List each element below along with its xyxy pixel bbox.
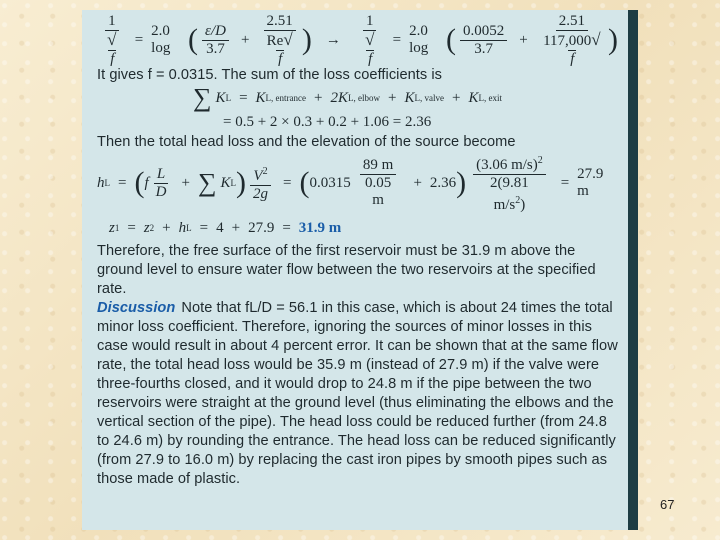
hl-equals-3: = <box>560 174 570 191</box>
sqrt-icon: √ <box>107 29 117 49</box>
eq1-term1-numerator: ε/D <box>202 23 229 41</box>
sum-plus-1: + <box>314 89 323 106</box>
eq1-right-term1-denominator: 3.7 <box>474 40 493 57</box>
k-entrance-sub: L, entrance <box>265 93 307 103</box>
hl-k: K <box>220 174 231 191</box>
open-paren-icon: ( <box>188 23 199 56</box>
eq1-left-denominator <box>101 31 123 68</box>
close-paren-icon: ) <box>456 166 467 199</box>
hl-2g: 2g <box>253 186 269 202</box>
eq1-right-coefficient: 2.0 log <box>409 23 429 56</box>
gives-friction-factor-line: It gives f = 0.0315. The sum of the loss coefficients is <box>97 67 442 83</box>
z-hl: h <box>178 219 187 236</box>
panel-edge-bar <box>628 10 638 530</box>
k-exit-sub: L, exit <box>478 93 502 103</box>
hl-l-over-d <box>153 166 170 201</box>
hl-vden: 2(9.81 m/s <box>490 175 529 213</box>
loss-coefficient-numeric <box>223 111 618 133</box>
open-paren-icon: ( <box>299 166 310 199</box>
page-number: 67 <box>660 497 675 512</box>
open-paren-icon: ( <box>134 166 145 199</box>
k-entrance: K <box>255 89 266 106</box>
hl-sum-k-value: 2.36 <box>429 174 457 191</box>
k-valve-sub: L, valve <box>414 93 444 103</box>
hl-result: 27.9 m <box>577 166 604 199</box>
eq1-term2-denominator <box>261 31 297 68</box>
k-exit: K <box>468 89 479 106</box>
eq1-right-term2-numerator: 2.51 <box>556 13 588 31</box>
close-paren-icon: ) <box>236 166 247 199</box>
eq1-right-equals: = <box>392 31 402 48</box>
z1-sub: 1 <box>114 223 120 233</box>
k-valve: K <box>404 89 415 106</box>
sigma-icon: ∑ <box>193 83 212 112</box>
discussion-label: Discussion <box>97 300 176 316</box>
z-hl-sub: L <box>186 223 192 233</box>
eq1-term2-f: f <box>278 50 283 67</box>
eq1-right-term2-re-value: 117,000 <box>543 32 592 49</box>
hl-velocity-num <box>473 152 546 175</box>
eq1-term2-re: Re <box>266 32 284 49</box>
head-loss-intro-line: Then the total head loss and the elevation of the source become <box>97 134 516 150</box>
z-equals-3: = <box>282 219 291 236</box>
sum-plus-3: + <box>452 89 461 106</box>
close-paren-icon: ) <box>608 23 619 56</box>
sum-lhs-k: K <box>215 89 226 106</box>
eq1-left-numerator: 1 <box>105 13 119 31</box>
sum-equals: = <box>239 89 248 106</box>
colebrook-equation <box>97 14 618 66</box>
eq1-right-term2-f: f <box>570 50 575 67</box>
eq1-right-plus: + <box>519 31 528 48</box>
close-paren-icon: ) <box>301 23 312 56</box>
discussion-paragraph <box>97 299 618 489</box>
hl-v: V <box>253 168 263 184</box>
z2-sub: 2 <box>149 223 155 233</box>
z-head-loss-value: 27.9 <box>248 219 275 236</box>
loss-coefficient-sum-equation <box>193 85 618 111</box>
head-loss-equation <box>97 152 618 214</box>
arrow-icon: → <box>325 31 341 48</box>
hl-plus-2: + <box>413 174 422 191</box>
eq1-term2 <box>261 13 297 68</box>
hl-v2 <box>250 163 270 186</box>
eq1-left-fraction <box>101 13 123 68</box>
sum-numeric-value: = 0.5 + 2 × 0.3 + 0.2 + 1.06 = 2.36 <box>223 113 432 130</box>
hl-f: f <box>144 174 149 191</box>
hl-vnum: (3.06 m/s) <box>476 157 538 173</box>
hl-equals-2: = <box>283 174 292 191</box>
hl-equals: = <box>118 174 127 191</box>
z-equals-2: = <box>199 219 209 236</box>
eq1-term1-denominator: 3.7 <box>206 40 225 57</box>
eq1-right-term1-numerator: 0.0052 <box>460 23 507 41</box>
hl-velocity-den <box>470 175 549 214</box>
z-equals: = <box>127 219 136 236</box>
elevation-equation <box>109 214 618 242</box>
z-plus: + <box>162 219 171 236</box>
hl-lhs-sub: L <box>104 178 110 188</box>
hl-velocity-value <box>470 152 549 214</box>
k-elbow: 2K <box>330 89 349 106</box>
hl-velocity-head <box>250 163 271 203</box>
hl-l: L <box>154 166 168 184</box>
elevation-result: 31.9 m <box>298 219 342 236</box>
discussion-body: Note that fL/D = 56.1 in this case, which is about 24 times the total minor loss coefficient. Therefore, ignoring the sources of minor losses in this case would result in about 4 percent error. It can be shown that at the same flow rate, the total head loss would be 35.9 m (instead of 27.9 m) if the valve were three-fourths closed, and it would drop to 24.8 m if the pipe between the two reservoirs were straight at the ground level (thus eliminating the elbows and the vertical section of the pipe). The head loss could be reduced further (from 24.8 to 24.6 m) by rounding the entrance. The head loss can be reduced significantly (from 27.9 to 16.0 m) by replacing the cast iron pipes by smooth pipes such as those made of plastic. <box>97 300 618 487</box>
open-paren-icon: ( <box>445 23 456 56</box>
z-four: 4 <box>216 219 224 236</box>
eq1-right-term1 <box>460 23 507 58</box>
hl-friction-value: 0.0315 <box>309 174 351 191</box>
eq1-left-den-f: f <box>110 50 115 67</box>
eq1-coefficient: 2.0 log <box>151 23 171 56</box>
hl-length: 89 m <box>360 157 396 175</box>
z-plus-2: + <box>231 219 241 236</box>
sqrt-icon: √ <box>365 29 375 49</box>
conclusion-paragraph: Therefore, the free surface of the first reservoir must be 31.9 m above the ground level to ensure water flow between the two reservoirs at the specified rate. <box>97 243 596 297</box>
textbook-excerpt-panel <box>82 10 628 530</box>
eq1-term1 <box>202 23 229 58</box>
eq1-plus: + <box>240 31 250 48</box>
hl-vden-close: ) <box>520 197 526 213</box>
hl-k-sub: L <box>230 178 237 188</box>
eq1-right-term2 <box>540 13 604 68</box>
hl-vden-sup: 2 <box>515 195 521 206</box>
eq1-right-fraction <box>359 13 381 68</box>
sigma-icon: ∑ <box>197 168 217 197</box>
eq1-right-den-f: f <box>368 50 373 67</box>
eq1-right-denominator <box>359 31 381 68</box>
k-elbow-sub: L, elbow <box>348 93 381 103</box>
sqrt-icon: √ <box>591 29 601 49</box>
hl-v-sup: 2 <box>262 166 268 177</box>
eq1-right-numerator: 1 <box>363 13 377 31</box>
hl-plus: + <box>181 174 190 191</box>
hl-d: D <box>155 183 167 200</box>
eq1-equals: = <box>134 31 144 48</box>
sum-lhs-sub: L <box>225 93 232 103</box>
eq1-right-term2-denominator <box>540 31 604 68</box>
sqrt-icon: √ <box>283 29 293 49</box>
z2: z <box>143 219 150 236</box>
z1: z <box>109 219 115 236</box>
hl-lhs: h <box>97 174 105 191</box>
hl-length-ratio <box>355 157 402 209</box>
hl-diameter: 0.05 m <box>364 175 392 208</box>
sum-plus-2: + <box>388 89 397 106</box>
eq1-term2-numerator: 2.51 <box>264 13 296 31</box>
hl-vnum-sup: 2 <box>537 155 543 166</box>
